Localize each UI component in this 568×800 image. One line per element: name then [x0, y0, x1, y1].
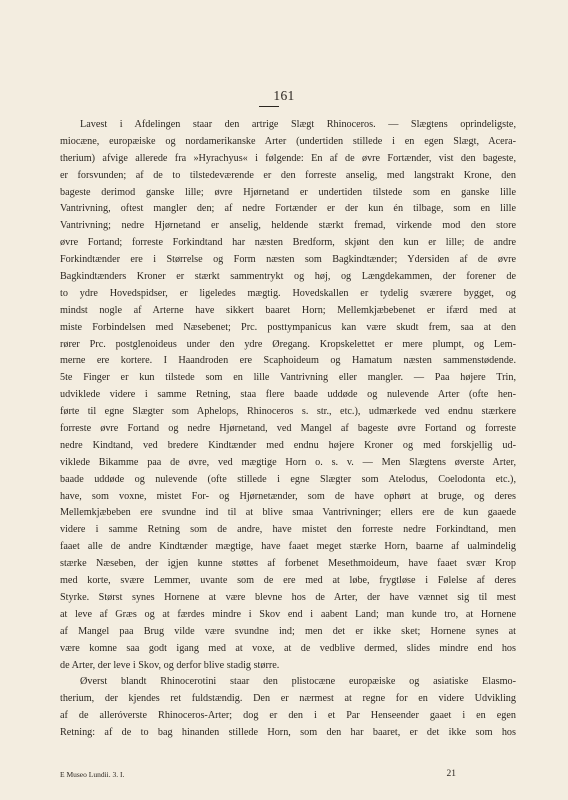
text-line: videre i samme Retning som de andre, have mistet den forreste nedre Forkindtand, men	[60, 524, 516, 536]
text-line: viklede Bikamme paa de øvre, ved mægtige Horn o. s. v. — Men Slægtens øverste Arter,	[60, 456, 516, 468]
text-line: baade uddøde og nulevende (ofte stillede i egne Slægter som Atelodus, Coelodonta etc.),	[60, 473, 516, 485]
text-line: førte til egne Slægter som Aphelops, Rhinoceros s. str., etc.), udmærkede ved endnu stærkere	[60, 406, 516, 418]
text-line: Mellemkjæbeben ere svundne ind til at blive smaa Vantrivninger; ellers ere de kun gaaede	[60, 507, 516, 519]
text-line: miocæne, europæiske og nordamerikanske Arter (undertiden stillede i en egen Slægt, Acera-	[60, 135, 516, 147]
text-line: at leve af Græs og at færdes mindre i Skov end i aabent Land; man kunde tro, at Hornene	[60, 608, 516, 620]
text-line: faaet alle de andre Kindtænder mægtige, have faaet meget stærke Horn, baarne af ualmindelig	[60, 541, 516, 553]
text-line: to ydre Hovedspidser, er ligeledes mægtig. Hovedskallen er tydelig sværere bygget, og	[60, 287, 516, 299]
text-line: 5te Finger er kun tilstede som en lille Vantrivning eller mangler. — Paa højere Trin,	[60, 372, 516, 384]
text-line: therium) afvige allerede fra »Hyrachyus« i følgende: En af de øvre Fortænder, vist den bageste,	[60, 152, 516, 164]
page-number: 161	[273, 88, 295, 103]
text-line: rører Prc. postglenoideus under den ydre Øregang. Kropskelettet er mere plumpt, og Lem-	[60, 338, 516, 350]
signature-number: 21	[446, 769, 456, 779]
text-line: er forsvunden; af de to tilstedeværende er den forreste anselig, med langstrakt Krone, den	[60, 169, 516, 181]
text-line: Bagkindtænders Kroner er stærkt sammentrykt og høj, og Længdekammen, der forener de	[60, 271, 516, 283]
text-line: med korte, svære Lemmer, uvante som de ere med at løbe, frygtløse i Følelse af deres	[60, 575, 516, 587]
text-line: Vantrivning; nedre Hjørnetand er anselig, heldende stærkt fremad, virkende mod den store	[60, 220, 516, 232]
text-line: Styrke. Størst synes Hornene at være blevne hos de Arter, der have vænnet sig til mest	[60, 591, 516, 603]
text-line: therium, der kjendes ret fuldstændig. Den er nærmest at regne for en videre Udvikling	[60, 693, 516, 705]
text-line: mindst nogle af Arterne have sikkert baaret Horn; Mellemkjæbebenet er ifærd med at	[60, 304, 516, 316]
text-line: de Arter, der leve i Skov, og derfor blive stadig større.	[60, 659, 280, 671]
body-text	[60, 117, 516, 742]
text-line: Vantrivning, oftest mangler den; af nedre Fortænder er der kun én tilbage, som en lille	[60, 203, 516, 215]
text-line: Lavest i Afdelingen staar den artrige Slægt Rhinoceros. — Slægtens oprindeligste,	[80, 119, 516, 130]
text-line: af Mangel paa Brug vilde være svundne ind; men det er ikke sket; Hornene synes at	[60, 625, 516, 637]
text-line: nedre Kindtand, ved bredere Kindtænder med endnu højere Kroner og med forskjellig ud-	[60, 439, 516, 451]
text-line: bageste derimod ganske lille; øvre Hjørnetand er undertiden tilstede som en ganske lille	[60, 186, 516, 198]
text-line: merne ere kortere. I Haandroden ere Scaphoideum og Hamatum næsten sammenstødende.	[60, 355, 516, 367]
text-line: øvre Fortand; forreste Forkindtand har næsten Bredform, skjønt den kun er lille; de andre	[60, 237, 516, 249]
page-number-underline	[259, 106, 279, 107]
text-line: udviklede videre i samme Retning, staa flere baade uddøde og nulevende Arter (ofte hen-	[60, 389, 516, 401]
text-line: Øverst blandt Rhinocerotini staar den plistocæne europæiske og asiatiske Elasmo-	[80, 676, 516, 688]
text-line: forreste øvre Fortand og nedre Hjørnetand, ved Mangel af bageste øvre Fortand og forreste	[60, 423, 516, 435]
text-line: have, som voxne, mistet For- og Hjørnetænder, som de have ophørt at bruge, og deres	[60, 490, 516, 502]
text-line: miste Forbindelsen med Næsebenet; Prc. posttympanicus kan være skudt frem, saa at den	[60, 321, 516, 333]
footer-source-note: E Museo Lundii. 3. I.	[60, 770, 125, 779]
text-line: Forkindtænder ere i Størrelse og Form næsten som Bagkindtænder; Ydersiden af de øvre	[60, 254, 516, 266]
text-line: stærke Næseben, der igjen kunne støttes af forbenet Mesethmoideum, have faaet svær Krop	[60, 558, 516, 570]
text-line: Retning: af de to bag hinanden stillede Horn, som den har baaret, er det ikke som hos	[60, 727, 516, 739]
text-line: af de alleróverste Rhinoceros-Arter; dog er den i et Par Henseender gaaet i en egen	[60, 710, 516, 722]
text-line: være komne saa godt igang med at voxe, at de vedblive dermed, slides mindre end hos	[60, 642, 516, 654]
page-footer	[60, 770, 516, 779]
